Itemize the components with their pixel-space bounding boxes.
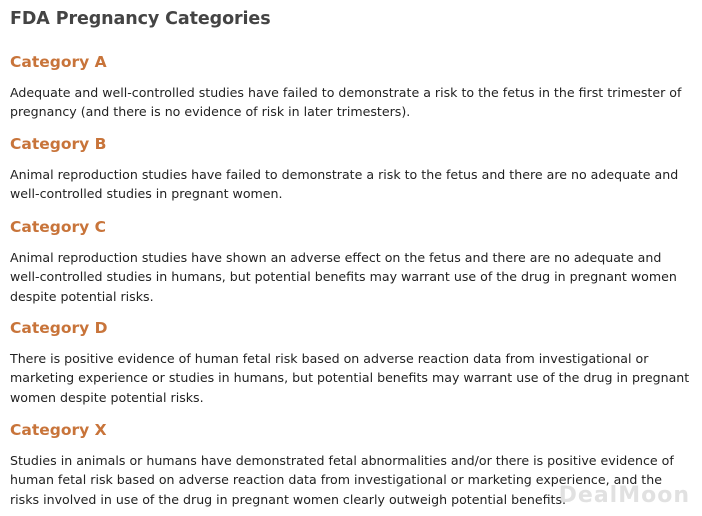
category-a-section	[10, 52, 694, 122]
category-description: There is positive evidence of human fetal risk based on adverse reaction data from investigational or marketing experience or studies in humans, but potential benefits may warrant use of the drug in pregnant women despite potential risks.	[10, 351, 690, 405]
category-heading: Category A	[10, 53, 107, 71]
category-description: Animal reproduction studies have failed to demonstrate a risk to the fetus and there are no adequate and well-controlled studies in pregnant women.	[10, 167, 679, 202]
watermark-logo: DealMoon	[558, 483, 690, 508]
category-c-section	[10, 217, 694, 306]
category-heading: Category C	[10, 218, 107, 236]
category-heading: Category B	[10, 135, 107, 153]
category-description: Animal reproduction studies have shown an adverse effect on the fetus and there are no adequate and well-controlled studies in humans, but potential benefits may warrant use of the drug in pregnant women despite potential risks.	[10, 250, 677, 304]
category-b-section	[10, 134, 694, 204]
category-heading: Category X	[10, 421, 107, 439]
category-description: Adequate and well-controlled studies have failed to demonstrate a risk to the fetus in the first trimester of pregnancy (and there is no evidence of risk in later trimesters).	[10, 85, 682, 120]
category-heading: Category D	[10, 319, 108, 337]
category-description: Studies in animals or humans have demonstrated fetal abnormalities and/or there is positive evidence of human fetal risk based on adverse reaction data from investigational or marketing experience, and the risks involved in use of the drug in pregnant women clearly outweigh potential benefits.	[10, 453, 674, 507]
category-d-section	[10, 318, 694, 407]
page-title: FDA Pregnancy Categories	[10, 9, 271, 29]
